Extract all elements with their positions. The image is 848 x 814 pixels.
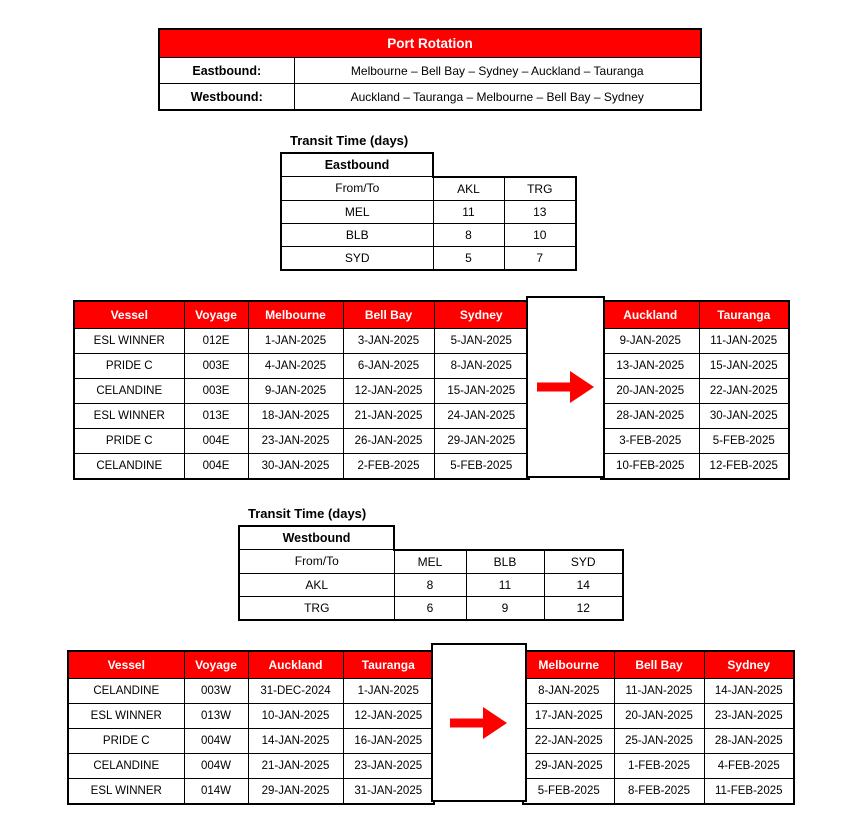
- date-cell: 22-JAN-2025: [523, 729, 614, 754]
- schedule-row: [523, 704, 794, 729]
- port-rotation-table: [158, 28, 702, 111]
- col-header-bell-bay: Bell Bay: [343, 301, 434, 329]
- transit-days: 12: [544, 596, 623, 620]
- vessel-cell: CELANDINE: [74, 454, 184, 480]
- col-header-trg: TRG: [504, 177, 576, 201]
- direction-row: [281, 153, 576, 177]
- transit-days: 6: [394, 596, 466, 620]
- date-cell: 11-FEB-2025: [704, 779, 794, 805]
- schedule-row: [601, 329, 789, 354]
- date-cell: 13-JAN-2025: [601, 354, 699, 379]
- col-header-bell-bay: Bell Bay: [614, 651, 704, 679]
- transit-row: [281, 246, 576, 270]
- transit-time-eastbound-title: Transit Time (days): [290, 133, 409, 148]
- date-cell: 4-JAN-2025: [248, 354, 343, 379]
- date-cell: 9-JAN-2025: [248, 379, 343, 404]
- date-cell: 1-JAN-2025: [248, 329, 343, 354]
- transit-days: 8: [433, 223, 504, 246]
- schedule-row: [74, 329, 529, 354]
- spacer-cell: [433, 153, 576, 177]
- voyage-cell: 013W: [184, 704, 248, 729]
- date-cell: 15-JAN-2025: [434, 379, 529, 404]
- eastbound-rotation-sequence: Melbourne – Bell Bay – Sydney – Auckland – Tauranga: [294, 58, 701, 84]
- spacer-cell: [394, 526, 623, 550]
- schedule-row: [523, 754, 794, 779]
- date-cell: 16-JAN-2025: [343, 729, 434, 754]
- date-cell: 23-JAN-2025: [704, 704, 794, 729]
- date-cell: 3-FEB-2025: [601, 429, 699, 454]
- col-header-auckland: Auckland: [248, 651, 343, 679]
- col-header-vessel: Vessel: [74, 301, 184, 329]
- right-arrow-icon: [449, 706, 509, 740]
- date-cell: 21-JAN-2025: [343, 404, 434, 429]
- col-header-sydney: Sydney: [434, 301, 529, 329]
- date-cell: 8-FEB-2025: [614, 779, 704, 805]
- westbound-schedule-section: [67, 650, 793, 795]
- schedule-row: [68, 754, 434, 779]
- date-cell: 2-FEB-2025: [343, 454, 434, 480]
- transit-days: 13: [504, 200, 576, 223]
- transit-days: 9: [466, 596, 544, 620]
- date-cell: 15-JAN-2025: [699, 354, 789, 379]
- voyage-cell: 004W: [184, 729, 248, 754]
- schedule-row: [523, 779, 794, 805]
- voyage-cell: 003W: [184, 679, 248, 704]
- date-cell: 10-JAN-2025: [248, 704, 343, 729]
- date-cell: 23-JAN-2025: [248, 429, 343, 454]
- date-cell: 12-JAN-2025: [343, 704, 434, 729]
- transit-days: 10: [504, 223, 576, 246]
- eastbound-departures-table: [73, 300, 530, 480]
- transit-days: 7: [504, 246, 576, 270]
- transit-time-eastbound-table: [280, 152, 577, 271]
- schedule-gap-box: [431, 643, 527, 802]
- date-cell: 5-JAN-2025: [434, 329, 529, 354]
- col-header-tauranga: Tauranga: [699, 301, 789, 329]
- vessel-cell: PRIDE C: [74, 354, 184, 379]
- date-cell: 10-FEB-2025: [601, 454, 699, 480]
- schedule-row: [68, 704, 434, 729]
- date-cell: 23-JAN-2025: [343, 754, 434, 779]
- voyage-cell: 004W: [184, 754, 248, 779]
- schedule-row: [68, 779, 434, 805]
- schedule-gap-box: [526, 296, 605, 478]
- schedule-row: [68, 729, 434, 754]
- date-cell: 31-JAN-2025: [343, 779, 434, 805]
- transit-time-westbound-section: [238, 506, 624, 621]
- col-header-akl: AKL: [433, 177, 504, 201]
- vessel-cell: CELANDINE: [68, 754, 184, 779]
- schedule-row: [74, 354, 529, 379]
- col-header-melbourne: Melbourne: [523, 651, 614, 679]
- date-cell: 22-JAN-2025: [699, 379, 789, 404]
- westbound-arrivals-table: [522, 650, 795, 805]
- transit-days: 5: [433, 246, 504, 270]
- schedule-row: [68, 679, 434, 704]
- westbound-departures-table: [67, 650, 435, 805]
- date-cell: 8-JAN-2025: [523, 679, 614, 704]
- col-header-syd: SYD: [544, 550, 623, 574]
- transit-header-row: [281, 177, 576, 201]
- port-rotation-row: [159, 84, 701, 111]
- vessel-cell: CELANDINE: [74, 379, 184, 404]
- vessel-cell: ESL WINNER: [74, 329, 184, 354]
- transit-row: [239, 573, 623, 596]
- vessel-cell: ESL WINNER: [68, 779, 184, 805]
- date-cell: 6-JAN-2025: [343, 354, 434, 379]
- right-arrow-icon: [537, 370, 595, 404]
- transit-row: [281, 223, 576, 246]
- transit-header-row: [239, 550, 623, 574]
- col-header-melbourne: Melbourne: [248, 301, 343, 329]
- date-cell: 29-JAN-2025: [434, 429, 529, 454]
- voyage-cell: 012E: [184, 329, 248, 354]
- eastbound-label: Eastbound:: [159, 58, 294, 84]
- date-cell: 21-JAN-2025: [248, 754, 343, 779]
- transit-days: 11: [466, 573, 544, 596]
- voyage-cell: 003E: [184, 354, 248, 379]
- schedule-row: [601, 354, 789, 379]
- from-to-label: From/To: [281, 177, 433, 201]
- voyage-cell: 013E: [184, 404, 248, 429]
- date-cell: 20-JAN-2025: [614, 704, 704, 729]
- date-cell: 12-JAN-2025: [343, 379, 434, 404]
- schedule-row: [523, 729, 794, 754]
- date-cell: 25-JAN-2025: [614, 729, 704, 754]
- date-cell: 29-JAN-2025: [248, 779, 343, 805]
- schedule-header-row: [74, 301, 529, 329]
- schedule-row: [74, 429, 529, 454]
- col-header-blb: BLB: [466, 550, 544, 574]
- vessel-cell: PRIDE C: [74, 429, 184, 454]
- vessel-cell: ESL WINNER: [68, 704, 184, 729]
- from-port: MEL: [281, 200, 433, 223]
- date-cell: 11-JAN-2025: [614, 679, 704, 704]
- schedule-row: [601, 404, 789, 429]
- vessel-cell: PRIDE C: [68, 729, 184, 754]
- from-to-label: From/To: [239, 550, 394, 574]
- date-cell: 11-JAN-2025: [699, 329, 789, 354]
- col-header-tauranga: Tauranga: [343, 651, 434, 679]
- transit-days: 14: [544, 573, 623, 596]
- transit-row: [281, 200, 576, 223]
- port-rotation-title: Port Rotation: [159, 29, 701, 58]
- voyage-cell: 014W: [184, 779, 248, 805]
- date-cell: 12-FEB-2025: [699, 454, 789, 480]
- westbound-rotation-sequence: Auckland – Tauranga – Melbourne – Bell Bay – Sydney: [294, 84, 701, 111]
- transit-row: [239, 596, 623, 620]
- schedule-header-row: [601, 301, 789, 329]
- eastbound-arrivals-table: [600, 300, 790, 480]
- direction-row: [239, 526, 623, 550]
- date-cell: 5-FEB-2025: [434, 454, 529, 480]
- col-header-mel: MEL: [394, 550, 466, 574]
- transit-time-eastbound-section: [280, 133, 577, 271]
- schedule-header-row: [68, 651, 434, 679]
- col-header-vessel: Vessel: [68, 651, 184, 679]
- from-port: TRG: [239, 596, 394, 620]
- eastbound-schedule-section: [73, 300, 788, 470]
- port-rotation-header-row: [159, 29, 701, 58]
- schedule-header-row: [523, 651, 794, 679]
- date-cell: 18-JAN-2025: [248, 404, 343, 429]
- date-cell: 28-JAN-2025: [704, 729, 794, 754]
- transit-days: 8: [394, 573, 466, 596]
- vessel-cell: ESL WINNER: [74, 404, 184, 429]
- schedule-row: [601, 454, 789, 480]
- schedule-row: [601, 379, 789, 404]
- date-cell: 26-JAN-2025: [343, 429, 434, 454]
- from-port: BLB: [281, 223, 433, 246]
- schedule-row: [74, 404, 529, 429]
- from-port: SYD: [281, 246, 433, 270]
- voyage-cell: 004E: [184, 429, 248, 454]
- date-cell: 14-JAN-2025: [704, 679, 794, 704]
- date-cell: 5-FEB-2025: [523, 779, 614, 805]
- schedule-row: [601, 429, 789, 454]
- westbound-label: Westbound:: [159, 84, 294, 111]
- transit-time-westbound-title: Transit Time (days): [248, 506, 367, 521]
- col-header-voyage: Voyage: [184, 651, 248, 679]
- date-cell: 17-JAN-2025: [523, 704, 614, 729]
- direction-header: Eastbound: [281, 153, 433, 177]
- date-cell: 9-JAN-2025: [601, 329, 699, 354]
- date-cell: 8-JAN-2025: [434, 354, 529, 379]
- date-cell: 30-JAN-2025: [248, 454, 343, 480]
- date-cell: 28-JAN-2025: [601, 404, 699, 429]
- schedule-row: [74, 379, 529, 404]
- transit-days: 11: [433, 200, 504, 223]
- date-cell: 4-FEB-2025: [704, 754, 794, 779]
- transit-time-westbound-table: [238, 525, 624, 621]
- from-port: AKL: [239, 573, 394, 596]
- date-cell: 1-FEB-2025: [614, 754, 704, 779]
- date-cell: 24-JAN-2025: [434, 404, 529, 429]
- voyage-cell: 004E: [184, 454, 248, 480]
- schedule-row: [523, 679, 794, 704]
- date-cell: 5-FEB-2025: [699, 429, 789, 454]
- port-rotation-row: [159, 58, 701, 84]
- date-cell: 31-DEC-2024: [248, 679, 343, 704]
- col-header-sydney: Sydney: [704, 651, 794, 679]
- date-cell: 1-JAN-2025: [343, 679, 434, 704]
- date-cell: 3-JAN-2025: [343, 329, 434, 354]
- date-cell: 20-JAN-2025: [601, 379, 699, 404]
- col-header-voyage: Voyage: [184, 301, 248, 329]
- col-header-auckland: Auckland: [601, 301, 699, 329]
- schedule-row: [74, 454, 529, 480]
- date-cell: 30-JAN-2025: [699, 404, 789, 429]
- date-cell: 14-JAN-2025: [248, 729, 343, 754]
- direction-header: Westbound: [239, 526, 394, 550]
- voyage-cell: 003E: [184, 379, 248, 404]
- date-cell: 29-JAN-2025: [523, 754, 614, 779]
- vessel-cell: CELANDINE: [68, 679, 184, 704]
